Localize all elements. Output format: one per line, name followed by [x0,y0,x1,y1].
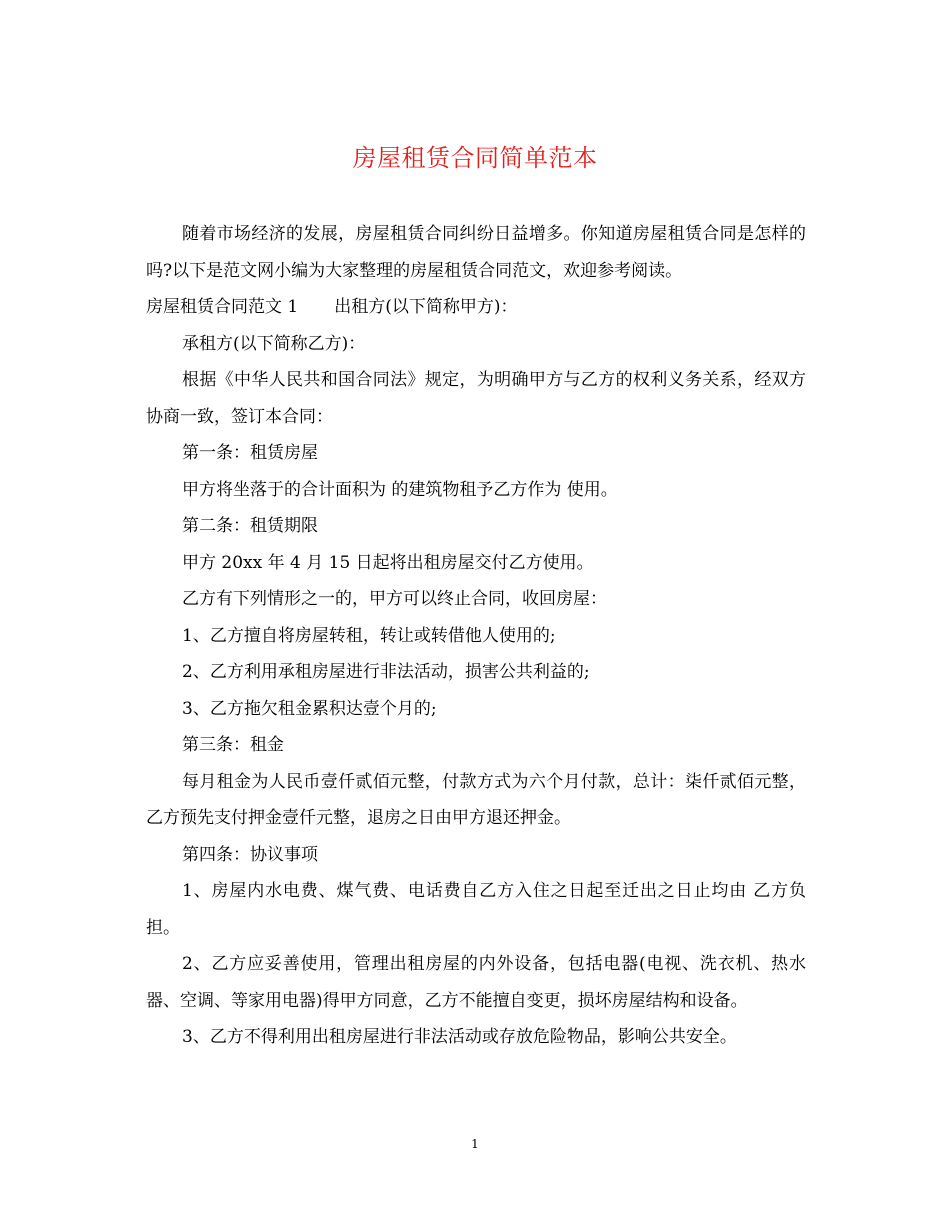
agreement-item-3: 3、乙方不得利用出租房屋进行非法活动或存放危险物品，影响公共安全。 [182,1027,737,1047]
termination-condition-3: 3、乙方拖欠租金累积达壹个月的; [182,698,437,719]
termination-condition-1: 1、乙方擅自将房屋转租，转让或转借他人使用的; [182,625,556,646]
rent-payment-paragraph: 每月租金为人民币壹仟贰佰元整，付款方式为六个月付款，总计：柒仟贰佰元整，乙方预先支付押金壹仟元整，退房之日由甲方退还押金。 [146,771,806,828]
page-number: 1 [471,1137,479,1151]
lessee-line: 承租方(以下简称乙方)： [182,333,366,354]
lessor-line: 出租方(以下简称甲方)： [334,297,518,317]
article-three-heading: 第三条：租金 [182,735,284,755]
sample-heading: 房屋租赁合同范文 1 [146,297,299,317]
article-one-heading: 第一条：租赁房屋 [182,443,318,463]
termination-condition-2: 2、乙方利用承租房屋进行非法活动，损害公共利益的; [182,662,590,682]
intro-paragraph: 随着市场经济的发展，房屋租赁合同纠纷日益增多。你知道房屋租赁合同是怎样的吗?以下是范文网小编为大家整理的房屋租赁合同范文，欢迎参考阅读。 [146,224,806,281]
article-one-content: 甲方将坐落于的合计面积为 的建筑物租予乙方作为 使用。 [182,479,618,500]
legal-basis-paragraph: 根据《中华人民共和国合同法》规定，为明确甲方与乙方的权利义务关系，经双方协商一致，签订本合同： [146,370,806,427]
sample-heading-line [146,289,806,326]
article-two-start-date: 甲方 20xx 年 4 月 15 日起将出租房屋交付乙方使用。 [182,552,594,573]
termination-conditions-intro: 乙方有下列情形之一的，甲方可以终止合同，收回房屋： [182,589,607,609]
document-title: 房屋租赁合同简单范本 [352,144,598,172]
document-body [146,216,806,1056]
article-two-heading: 第二条：租赁期限 [182,516,318,536]
agreement-item-1: 1、房屋内水电费、煤气费、电话费自乙方入住之日起至迁出之日止均由 乙方负担。 [146,881,806,938]
article-four-heading: 第四条：协议事项 [182,844,318,865]
agreement-item-2: 2、乙方应妥善使用，管理出租房屋的内外设备，包括电器(电视、洗衣机、热水器、空调、等家用电器)得甲方同意，乙方不能擅自变更，损坏房屋结构和设备。 [146,954,806,1011]
